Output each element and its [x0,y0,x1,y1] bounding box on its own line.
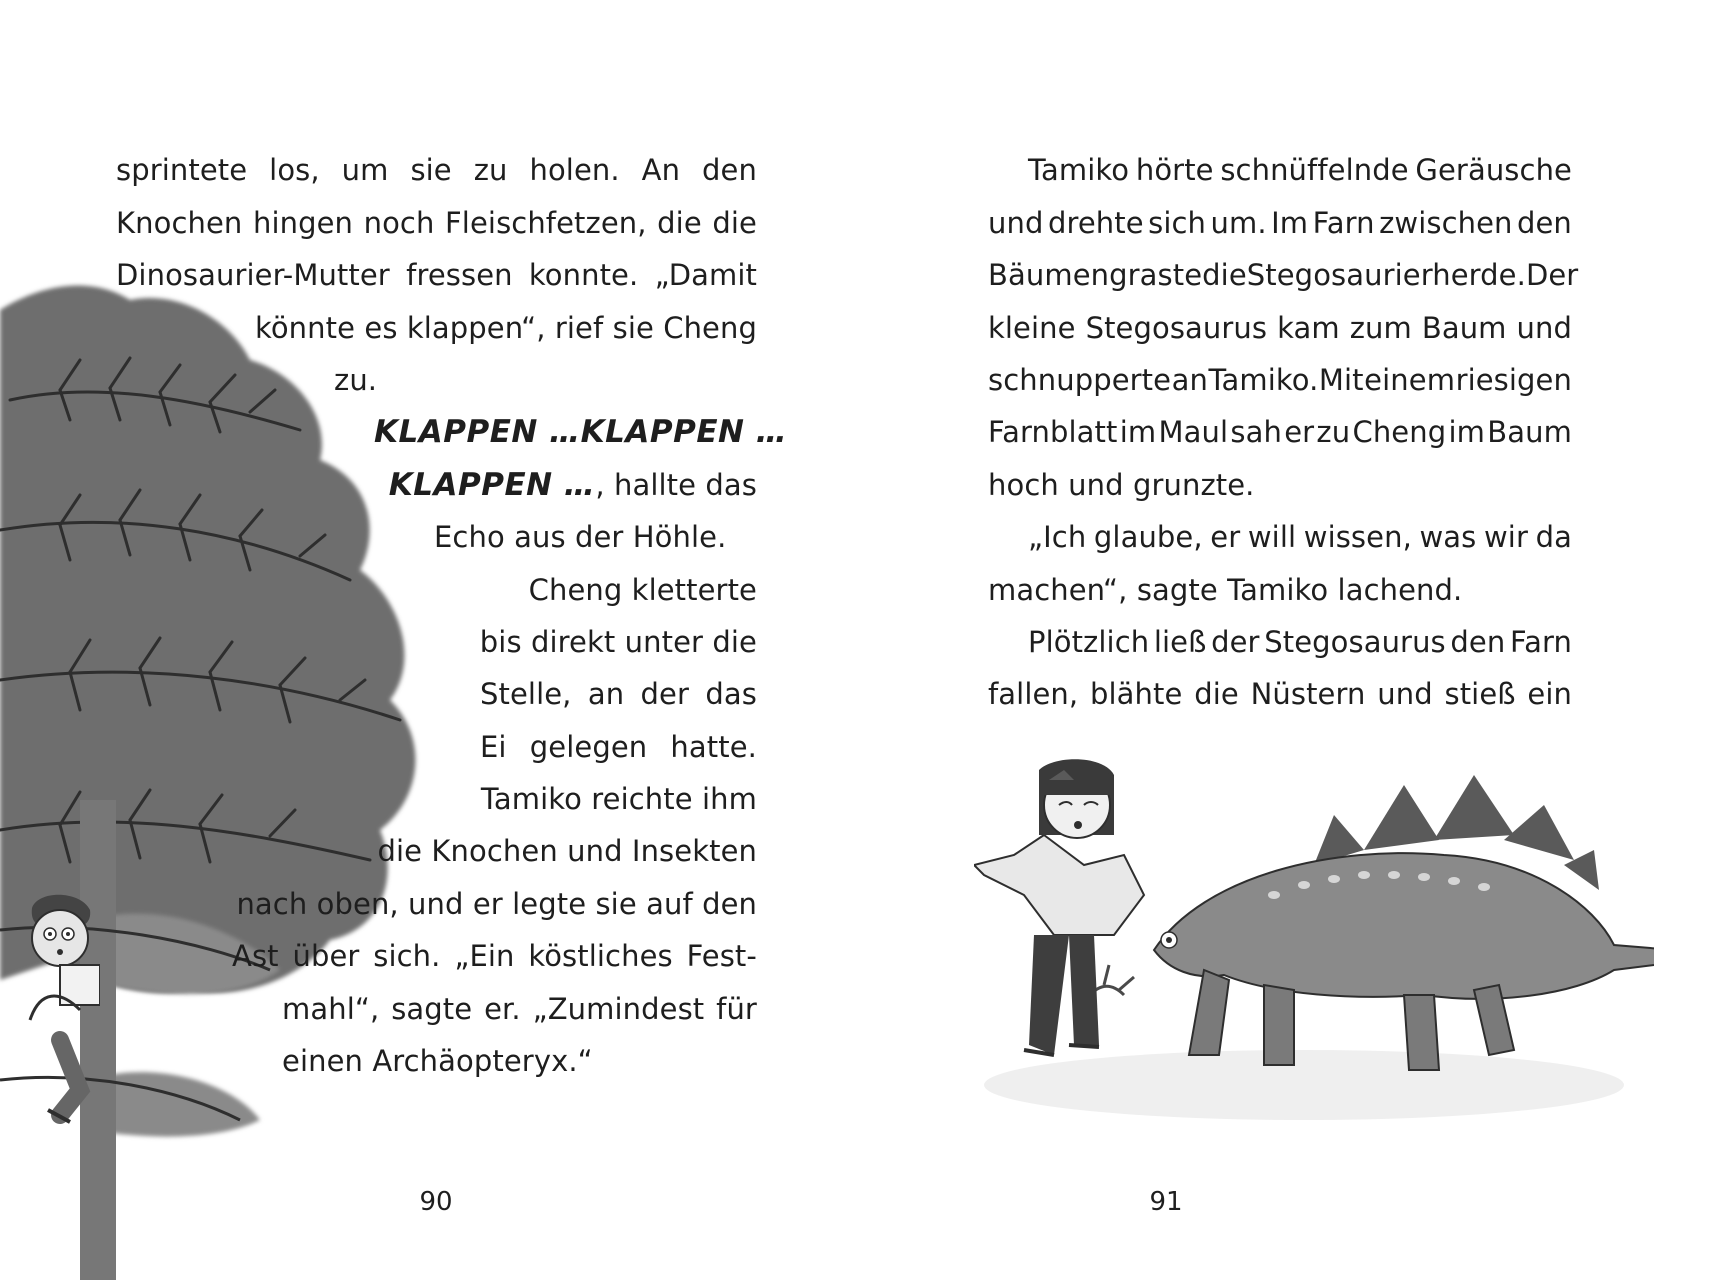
text-line-9: machen“, sagte Tamiko lachend. [988,573,1463,607]
text-line-4: kleine Stegosaurus kam zum Baum und [988,311,1572,345]
text-line-3: Bäumen graste die Stegosaurierherde. Der [988,258,1579,292]
text-line-1: sprintete los, um sie zu holen. An den [116,153,757,187]
text-line-12: Ei gelegen hatte. [480,730,757,764]
text-line-10: bis direkt unter die [479,625,757,659]
text-line-13: Tamiko reichte ihm [480,782,757,816]
text-line-9: Cheng kletterte [528,573,757,607]
text-line-7: KLAPPEN …, hallte das [388,467,757,503]
text-line-11: fallen, blähte die Nüstern und stieß ein [988,677,1572,711]
text-line-8: „Ich glaube, er will wissen, was wir da [1028,520,1572,554]
text-line-10: Plötzlich ließ der Stegosaurus den Farn [1028,625,1572,659]
text-line-5: schnupperte an Tamiko. Mit einem riesigen [988,363,1572,397]
text-line-11: Stelle, an der das [480,677,757,711]
page-number: 91 [1149,1187,1183,1217]
right-page [864,0,1728,1280]
text-line-6: Farnblatt im Maul sah er zu Cheng im Baum [988,415,1572,449]
text-line-17: mahl“, sagte er. „Zumindest für [282,992,757,1026]
text-line-7: hoch und grunzte. [988,468,1255,502]
text-line-4: könnte es klappen“, rief sie Cheng [254,311,757,345]
text-line-2: und drehte sich um. Im Farn zwischen den [988,206,1572,240]
text-line-18: einen Archäopteryx.“ [282,1044,593,1078]
text-line-14: die Knochen und Insekten [377,834,757,868]
boy-illustration [20,890,100,1130]
text-line-15: nach oben, und er legte sie auf den [236,887,757,921]
text-line-16: Ast über sich. „Ein köstliches Fest- [232,939,757,973]
girl-and-stegosaurus-illustration [974,755,1654,1125]
klappen-line: KLAPPEN … KLAPPEN … [374,414,788,450]
text-line-8: Echo aus der Höhle. [434,520,727,554]
text-line-3: Dinosaurier-Mutter fressen konnte. „Damit [116,258,757,292]
text-line-2: Knochen hingen noch Fleischfetzen, die die [116,206,757,240]
page-number: 90 [419,1187,453,1217]
text-line-5: zu. [334,363,378,397]
text-line-1: Tamiko hörte schnüffelnde Geräusche [1028,153,1572,187]
